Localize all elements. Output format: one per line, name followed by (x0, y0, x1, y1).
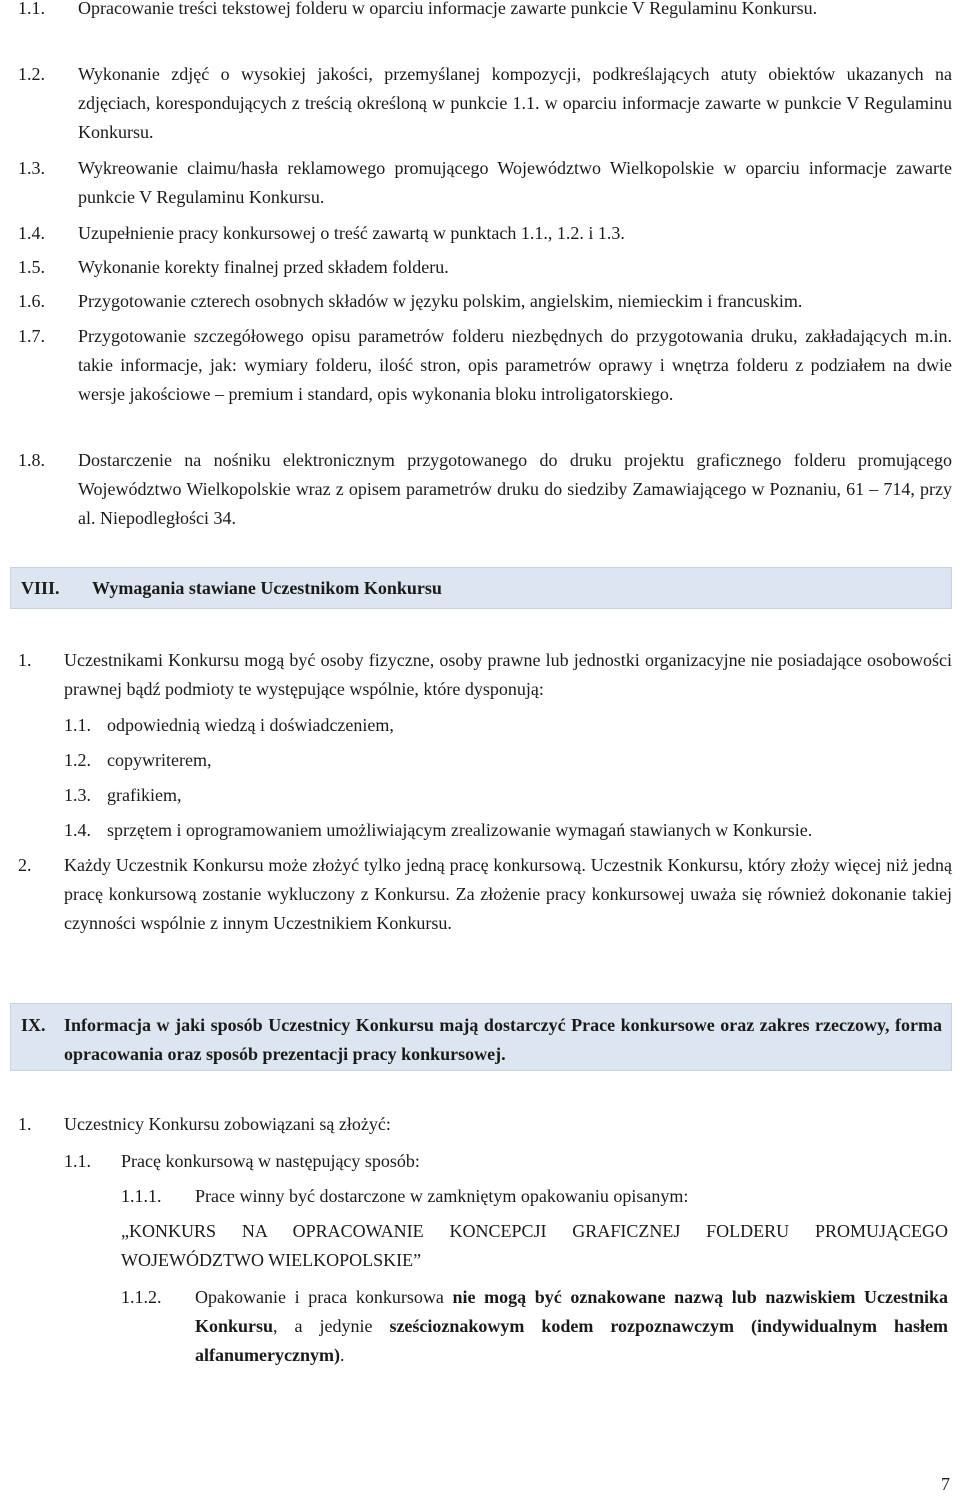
section-number: IX. (21, 1015, 46, 1035)
item-text: grafikiem, (107, 785, 182, 805)
item-number: 1.1.1. (121, 1186, 162, 1206)
item-text: Uzupełnienie pracy konkursowej o treść zawartą w punktach 1.1., 1.2. i 1.3. (78, 223, 625, 243)
section-title: Wymagania stawiane Uczestnikom Konkursu (92, 578, 442, 598)
paragraph-text: Każdy Uczestnik Konkursu może złożyć tylko jedną pracę konkursową. Uczestnik Konkursu, który złoży więcej niż jedną pracę konkursową zostanie wykluczony z Konkursu. Za złożenie pracy konkursowej uważa się również dokonanie takiej czynności wspólnie z innym Uczestnikiem Konkursu. (64, 855, 952, 933)
list-item (18, 446, 952, 536)
bold-text-run: nie mogą być oznakowane nazwą lub nazwiskiem Uczestnika Konkursu (195, 1287, 949, 1336)
text-run: . (339, 1345, 345, 1365)
quoted-label (121, 1217, 948, 1277)
paragraph-number: 2. (18, 855, 32, 875)
item-text: Wykonanie korekty finalnej przed składem folderu. (78, 257, 449, 277)
item-text: Opracowanie treści tekstowej folderu w oparciu informacje zawarte punkcie V Regulaminu Konkursu. (78, 0, 818, 18)
item-number: 1.1.2. (121, 1287, 162, 1307)
section-header-ix (10, 1003, 952, 1071)
item-number: 1.4. (18, 223, 45, 243)
paragraph-text: Uczestnicy Konkursu zobowiązani są złożyć: (64, 1114, 391, 1134)
item-text: Przygotowanie szczegółowego opisu parametrów folderu niezbędnych do przygotowania druku, zakładających m.in. takie informacje, jak: wymiary folderu, ilość stron, opis parametrów oprawy i wnętrza folderu z podziałem na dwie wersje jakościowe – premium i standard, opis wykonania bloku introligatorskiego. (78, 326, 952, 404)
list-item (64, 746, 952, 776)
item-number: 1.2. (18, 64, 45, 84)
item-text: odpowiednią wiedzą i doświadczeniem, (107, 715, 394, 735)
list-item (121, 1182, 952, 1212)
item-number: 1.4. (64, 820, 91, 840)
item-number: 1.5. (18, 257, 45, 277)
section-title: Informacja w jaki sposób Uczestnicy Konkursu mają dostarczyć Prace konkursowe oraz zakres rzeczowy, forma opracowania oraz sposób prezentacji pracy konkursowej. (64, 1015, 942, 1064)
item-number: 1.2. (64, 750, 91, 770)
bold-text-run: sześcioznakowym kodem rozpoznawczym (indywidualnym hasłem alfanumerycznym) (195, 1316, 948, 1365)
item-text: Przygotowanie czterech osobnych składów w języku polskim, angielskim, niemieckim i francuskim. (78, 291, 803, 311)
paragraph (18, 1110, 952, 1140)
item-number: 1.1. (64, 715, 91, 735)
paragraph (18, 646, 952, 706)
list-item (121, 1283, 952, 1373)
item-text: Prace winny być dostarczone w zamkniętym opakowaniu opisanym: (195, 1186, 689, 1206)
item-text: sprzętem i oprogramowaniem umożliwiającym zrealizowanie wymagań stawianych w Konkursie. (107, 820, 813, 840)
list-item (18, 0, 952, 54)
page-number: 7 (941, 1474, 950, 1494)
list-item (18, 219, 952, 249)
item-text: Dostarczenie na nośniku elektronicznym przygotowanego do druku projektu graficznego folderu promującego Województwo Wielkopolskie wraz z opisem parametrów druku do siedziby Zamawiającego w Poznaniu, 61 – 714, przy al. Niepodległości 34. (78, 450, 952, 528)
list-item (18, 253, 952, 283)
section-header-viii (10, 567, 952, 609)
item-number: 1.3. (18, 158, 45, 178)
item-text: Pracę konkursową w następujący sposób: (121, 1151, 420, 1171)
item-number: 1.6. (18, 291, 45, 311)
list-item (18, 322, 952, 442)
item-text: Wykonanie zdjęć o wysokiej jakości, przemyślanej kompozycji, podkreślających atuty obiektów ukazanych na zdjęciach, korespondujących z treścią określoną w punkcie 1.1. w oparciu informacje zawarte w punkcie V Regulaminu Konkursu. (78, 64, 952, 142)
section-number: VIII. (21, 578, 60, 598)
paragraph-number: 1. (18, 1114, 32, 1134)
text-run: , a jedynie (273, 1316, 390, 1336)
list-item (18, 287, 952, 317)
list-item (64, 1147, 952, 1177)
item-text (195, 1283, 948, 1370)
list-item (64, 816, 952, 846)
item-number: 1.3. (64, 785, 91, 805)
list-item (64, 781, 952, 811)
item-number: 1.1. (64, 1151, 91, 1171)
paragraph-number: 1. (18, 650, 32, 670)
item-number: 1.7. (18, 326, 45, 346)
quoted-label-text: „KONKURS NA OPRACOWANIE KONCEPCJI GRAFICZNEJ FOLDERU PROMUJĄCEGO WOJEWÓDZTWO WIELKOPOLSKIE” (121, 1221, 948, 1270)
list-item (18, 154, 952, 214)
list-item (64, 711, 952, 741)
item-number: 1.1. (18, 0, 45, 18)
item-text: Wykreowanie claimu/hasła reklamowego promującego Województwo Wielkopolskie w oparciu informacje zawarte punkcie V Regulaminu Konkursu. (78, 158, 952, 207)
item-number: 1.8. (18, 450, 45, 470)
paragraph-text: Uczestnikami Konkursu mogą być osoby fizyczne, osoby prawne lub jednostki organizacyjne nie posiadające osobowości prawnej bądź podmioty te występujące wspólnie, które dysponują: (64, 650, 952, 699)
list-item (18, 60, 952, 150)
item-text: copywriterem, (107, 750, 212, 770)
paragraph (18, 851, 952, 971)
text-run: Opakowanie i praca konkursowa (195, 1287, 453, 1307)
